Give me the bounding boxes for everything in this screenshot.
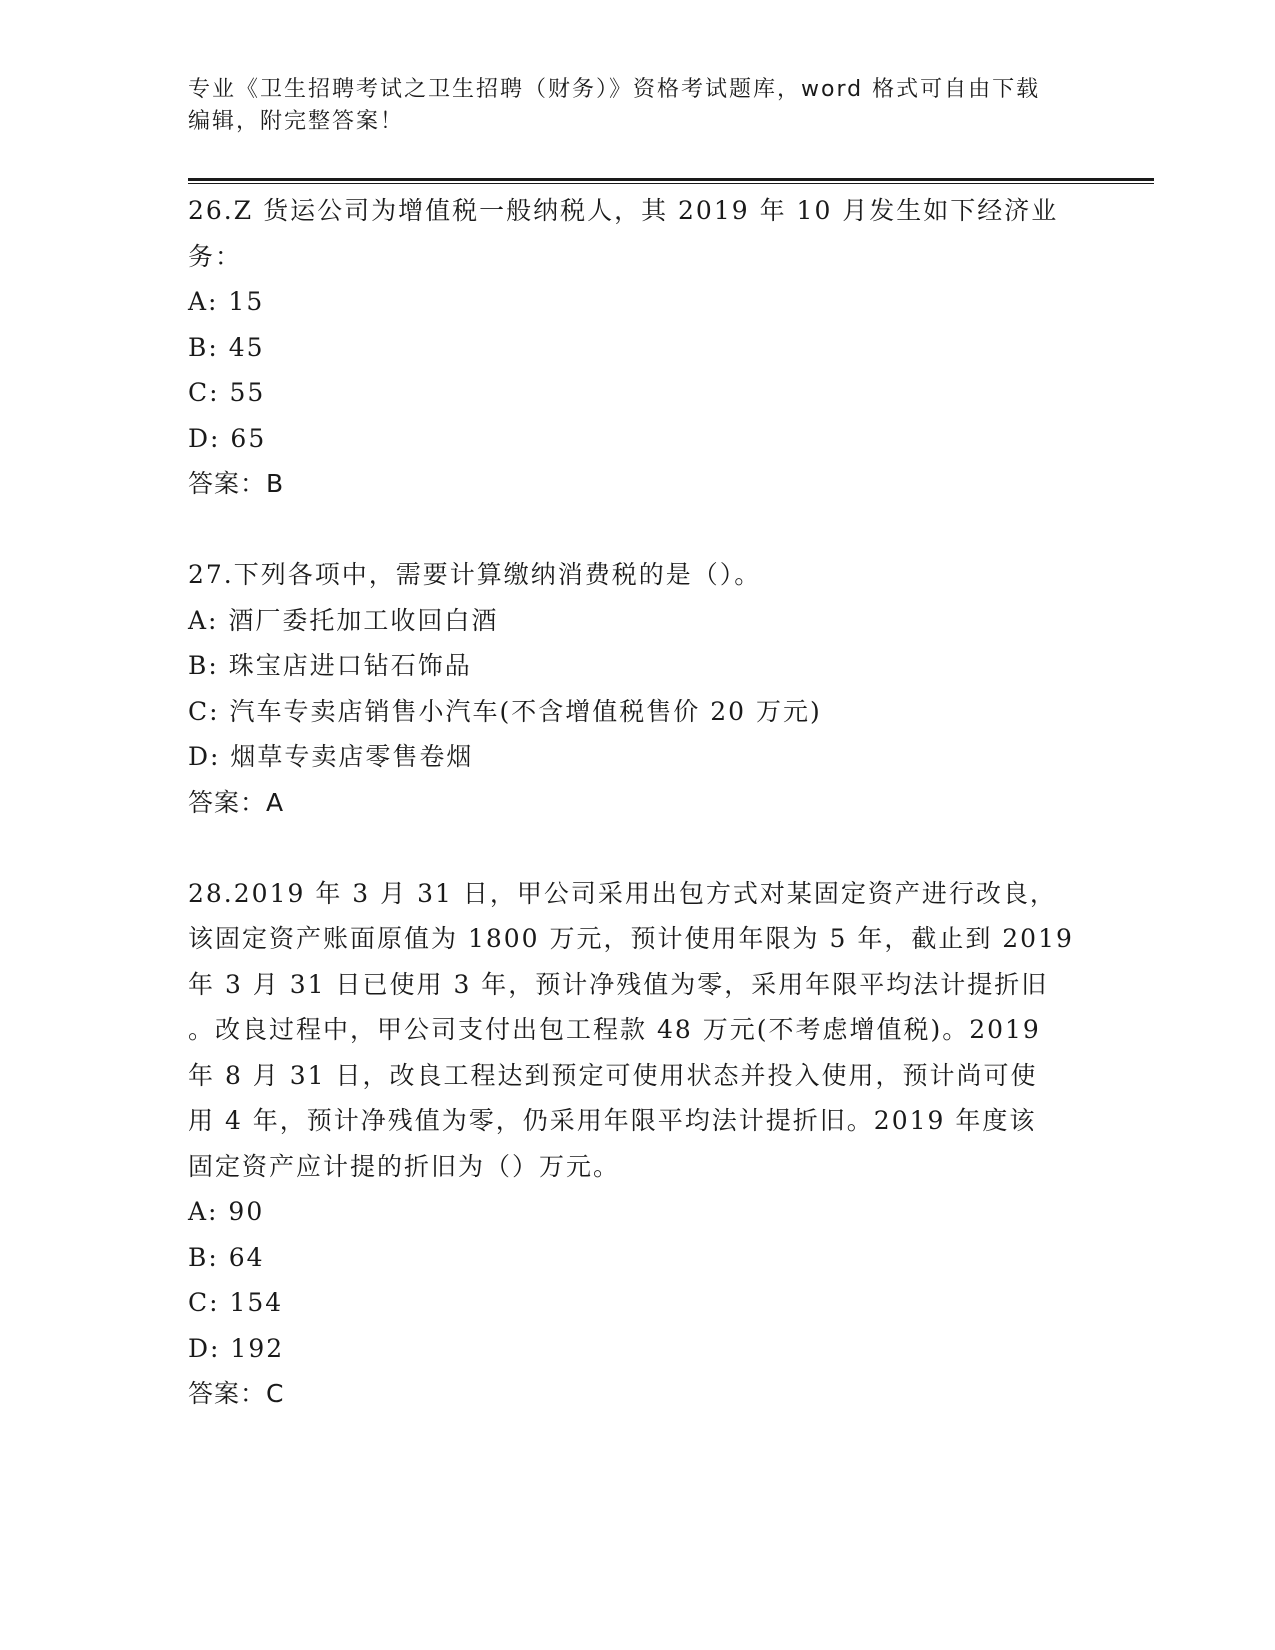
header-divider-thin	[188, 183, 1154, 184]
option-a: A: 90	[188, 1197, 265, 1226]
question-stem-line: 。改良过程中，甲公司支付出包工程款 48 万元(不考虑增值税)。2019	[188, 1015, 1041, 1044]
option-c: C: 154	[188, 1288, 284, 1317]
header-line-1: 专业《卫生招聘考试之卫生招聘（财务）》资格考试题库，word 格式可自由下载	[188, 77, 1041, 102]
option-a: A: 15	[188, 287, 265, 316]
question-stem-line: 27.下列各项中，需要计算缴纳消费税的是（）。	[188, 560, 762, 589]
question-stem-line: 用 4 年，预计净残值为零，仍采用年限平均法计提折旧。2019 年度该	[188, 1106, 1037, 1135]
option-d: D: 65	[188, 423, 267, 453]
option-d: D: 烟草专卖店零售卷烟	[188, 742, 474, 771]
header-divider	[188, 178, 1154, 181]
option-b: B: 珠宝店进口钻石饰品	[188, 651, 472, 680]
answer-label: 答案：A	[188, 787, 285, 817]
document-header	[188, 74, 1068, 138]
option-a: A: 酒厂委托加工收回白酒	[188, 605, 499, 635]
question-list	[188, 188, 1088, 1417]
question-27	[188, 552, 1088, 825]
question-stem-line: 28.2019 年 3 月 31 日，甲公司采用出包方式对某固定资产进行改良，	[188, 878, 1057, 908]
question-stem-line: 26.Z 货运公司为增值税一般纳税人，其 2019 年 10 月发生如下经济业	[188, 196, 1059, 225]
question-stem-line: 该固定资产账面原值为 1800 万元，预计使用年限为 5 年，截止到 2019	[188, 924, 1074, 953]
option-c: C: 汽车专卖店销售小汽车(不含增值税售价 20 万元)	[188, 696, 822, 726]
question-stem-line: 年 3 月 31 日已使用 3 年，预计净残值为零，采用年限平均法计提折旧	[188, 969, 1049, 999]
option-b: B: 64	[188, 1242, 265, 1272]
option-b: B: 45	[188, 332, 265, 362]
question-stem-line: 务：	[188, 241, 243, 271]
spacer	[188, 507, 1088, 553]
question-stem-line: 固定资产应计提的折旧为（）万元。	[188, 1151, 621, 1181]
question-stem-line: 年 8 月 31 日，改良工程达到预定可使用状态并投入使用，预计尚可使	[188, 1060, 1038, 1090]
question-28	[188, 871, 1088, 1417]
answer-label: 答案：B	[188, 469, 285, 498]
header-line-2: 编辑，附完整答案！	[188, 109, 405, 134]
question-26	[188, 188, 1088, 507]
option-c: C: 55	[188, 378, 266, 407]
spacer	[188, 825, 1088, 871]
answer-label: 答案：C	[188, 1379, 285, 1408]
option-d: D: 192	[188, 1333, 285, 1363]
